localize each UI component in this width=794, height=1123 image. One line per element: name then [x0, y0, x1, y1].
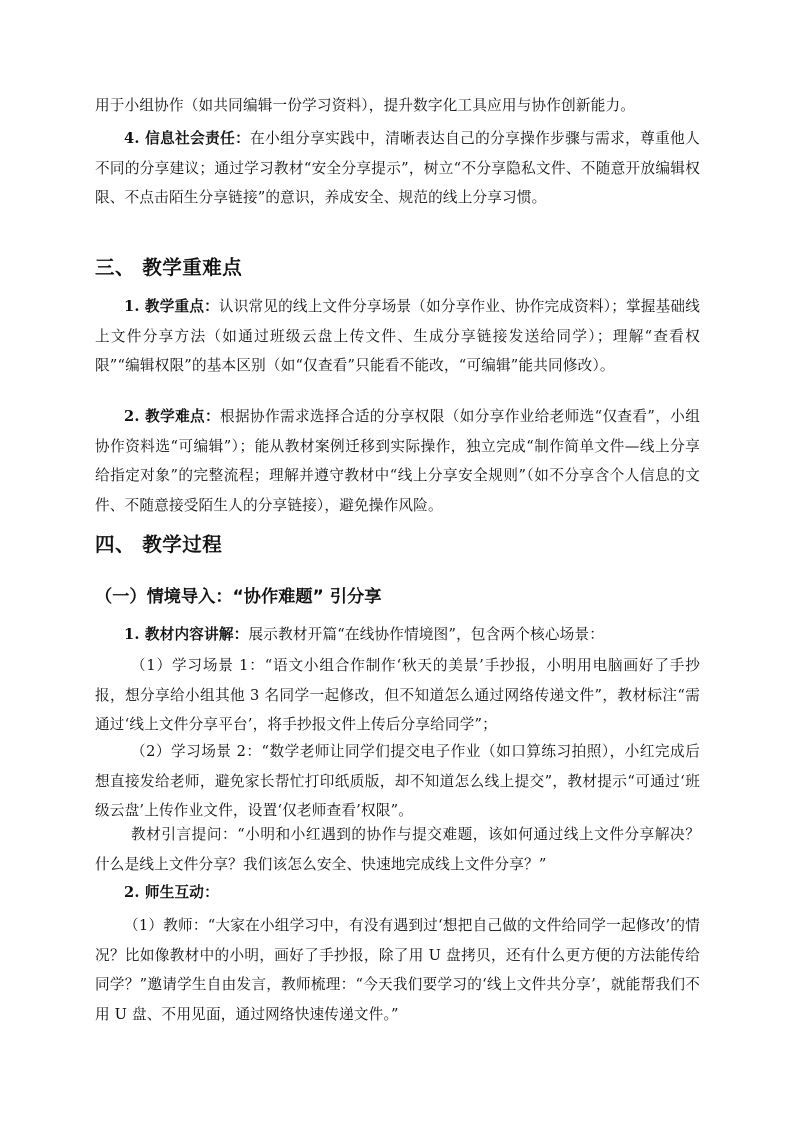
difficult-points-label: 2. 教学难点：: [124, 408, 221, 425]
scene-2-text: （2）学习场景 2：“数学老师让同学们提交电子作业（如口算练习拍照），小红完成后想直接发给老师，避免家长帮忙打印纸质版，却不知道怎么线上提交”，教材提示“可通过‘班级云盘’上传作业文件，设置‘仅老师查看’权限”。: [95, 743, 700, 819]
content-text: 展示教材开篇“在线协作情境图”，包含两个核心场景：: [248, 626, 605, 643]
paragraph-item-4: [95, 124, 700, 213]
key-points-text: 认识常见的线上文件分享场景（如分享作业、协作完成资料）；掌握基础线上文件分享方法（如通过班级云盘上传文件、生成分享链接发送给同学）；理解“查看权限”“编辑权限”的基本区别（如“仅查看”只能看不能改，“可编辑”能共同修改）。: [95, 298, 700, 374]
difficult-points-text: 根据协作需求选择合适的分享权限（如分享作业给老师选“仅查看”，小组协作资料选“可编辑”）；能从教材案例迁移到实际操作，独立完成“制作简单文件—线上分享给指定对象”的完整流程；理解并遵守教材中“线上分享安全规则”（如不分享含个人信息的文件、不随意接受陌生人的分享链接），避免操作风险。: [95, 408, 701, 514]
paragraph-collaboration-ability: [95, 91, 700, 121]
content-label: 1. 教材内容讲解：: [124, 626, 249, 643]
item-text: 在小组分享实践中，清晰表达自己的分享操作步骤与需求，尊重他人不同的分享建议；通过学习教材“安全分享提示”，树立“不分享隐私文件、不随意开放编辑权限、不点击陌生分享链接”的意识，养成安全、规范的线上分享习惯。: [95, 130, 700, 206]
paragraph-teacher-student-interaction: [95, 878, 700, 908]
key-points-label: 1. 教学重点：: [124, 298, 219, 315]
section-heading-key-difficult-points: 三、 教学重难点: [95, 256, 243, 279]
paragraph-text: 用于小组协作（如共同编辑一份学习资料），提升数字化工具应用与协作创新能力。: [95, 97, 636, 114]
paragraph-key-points: [95, 292, 700, 381]
teacher-speech-text: （1）教师：“大家在小组学习中，有没有遇到过‘想把自己做的文件给同学一起修改’的情况？比如像教材中的小明，画好了手抄报，除了用 U 盘拷贝，还有什么更方便的方法能传给同学？”邀请学生自由发言，教师梳理：“今天我们要学习的‘线上文件共分享’，就能帮我们不用 U 盘、不用见面，通过网络快速传递文件。”: [95, 917, 700, 1023]
item-label: 4. 信息社会责任：: [124, 130, 251, 147]
paragraph-difficult-points: [95, 402, 700, 520]
scene-1-text: （1）学习场景 1：“语文小组合作制作‘秋天的美景’手抄报，小明用电脑画好了手抄报，想分享给小组其他 3 名同学一起修改，但不知道怎么通过网络传递文件”，教材标注“需通过‘线上文件分享平台’，将手抄报文件上传后分享给同学”；: [95, 657, 700, 733]
paragraph-teacher-speech: [95, 911, 700, 1029]
paragraph-scene-1: [95, 651, 700, 740]
paragraph-scene-2: [95, 737, 700, 826]
interaction-label: 2. 师生互动：: [124, 884, 219, 901]
paragraph-textbook-question: [95, 820, 700, 879]
section-heading-teaching-process: 四、 教学过程: [95, 533, 223, 556]
paragraph-content-explanation: [95, 620, 700, 650]
subsection-heading-situation-intro: （一）情境导入：“协作难题” 引分享: [95, 587, 382, 607]
question-text: 教材引言提问：“小明和小红遇到的协作与提交难题，该如何通过线上文件分享解决？什么是线上文件分享？我们该怎么安全、快速地完成线上文件分享？”: [95, 826, 700, 873]
